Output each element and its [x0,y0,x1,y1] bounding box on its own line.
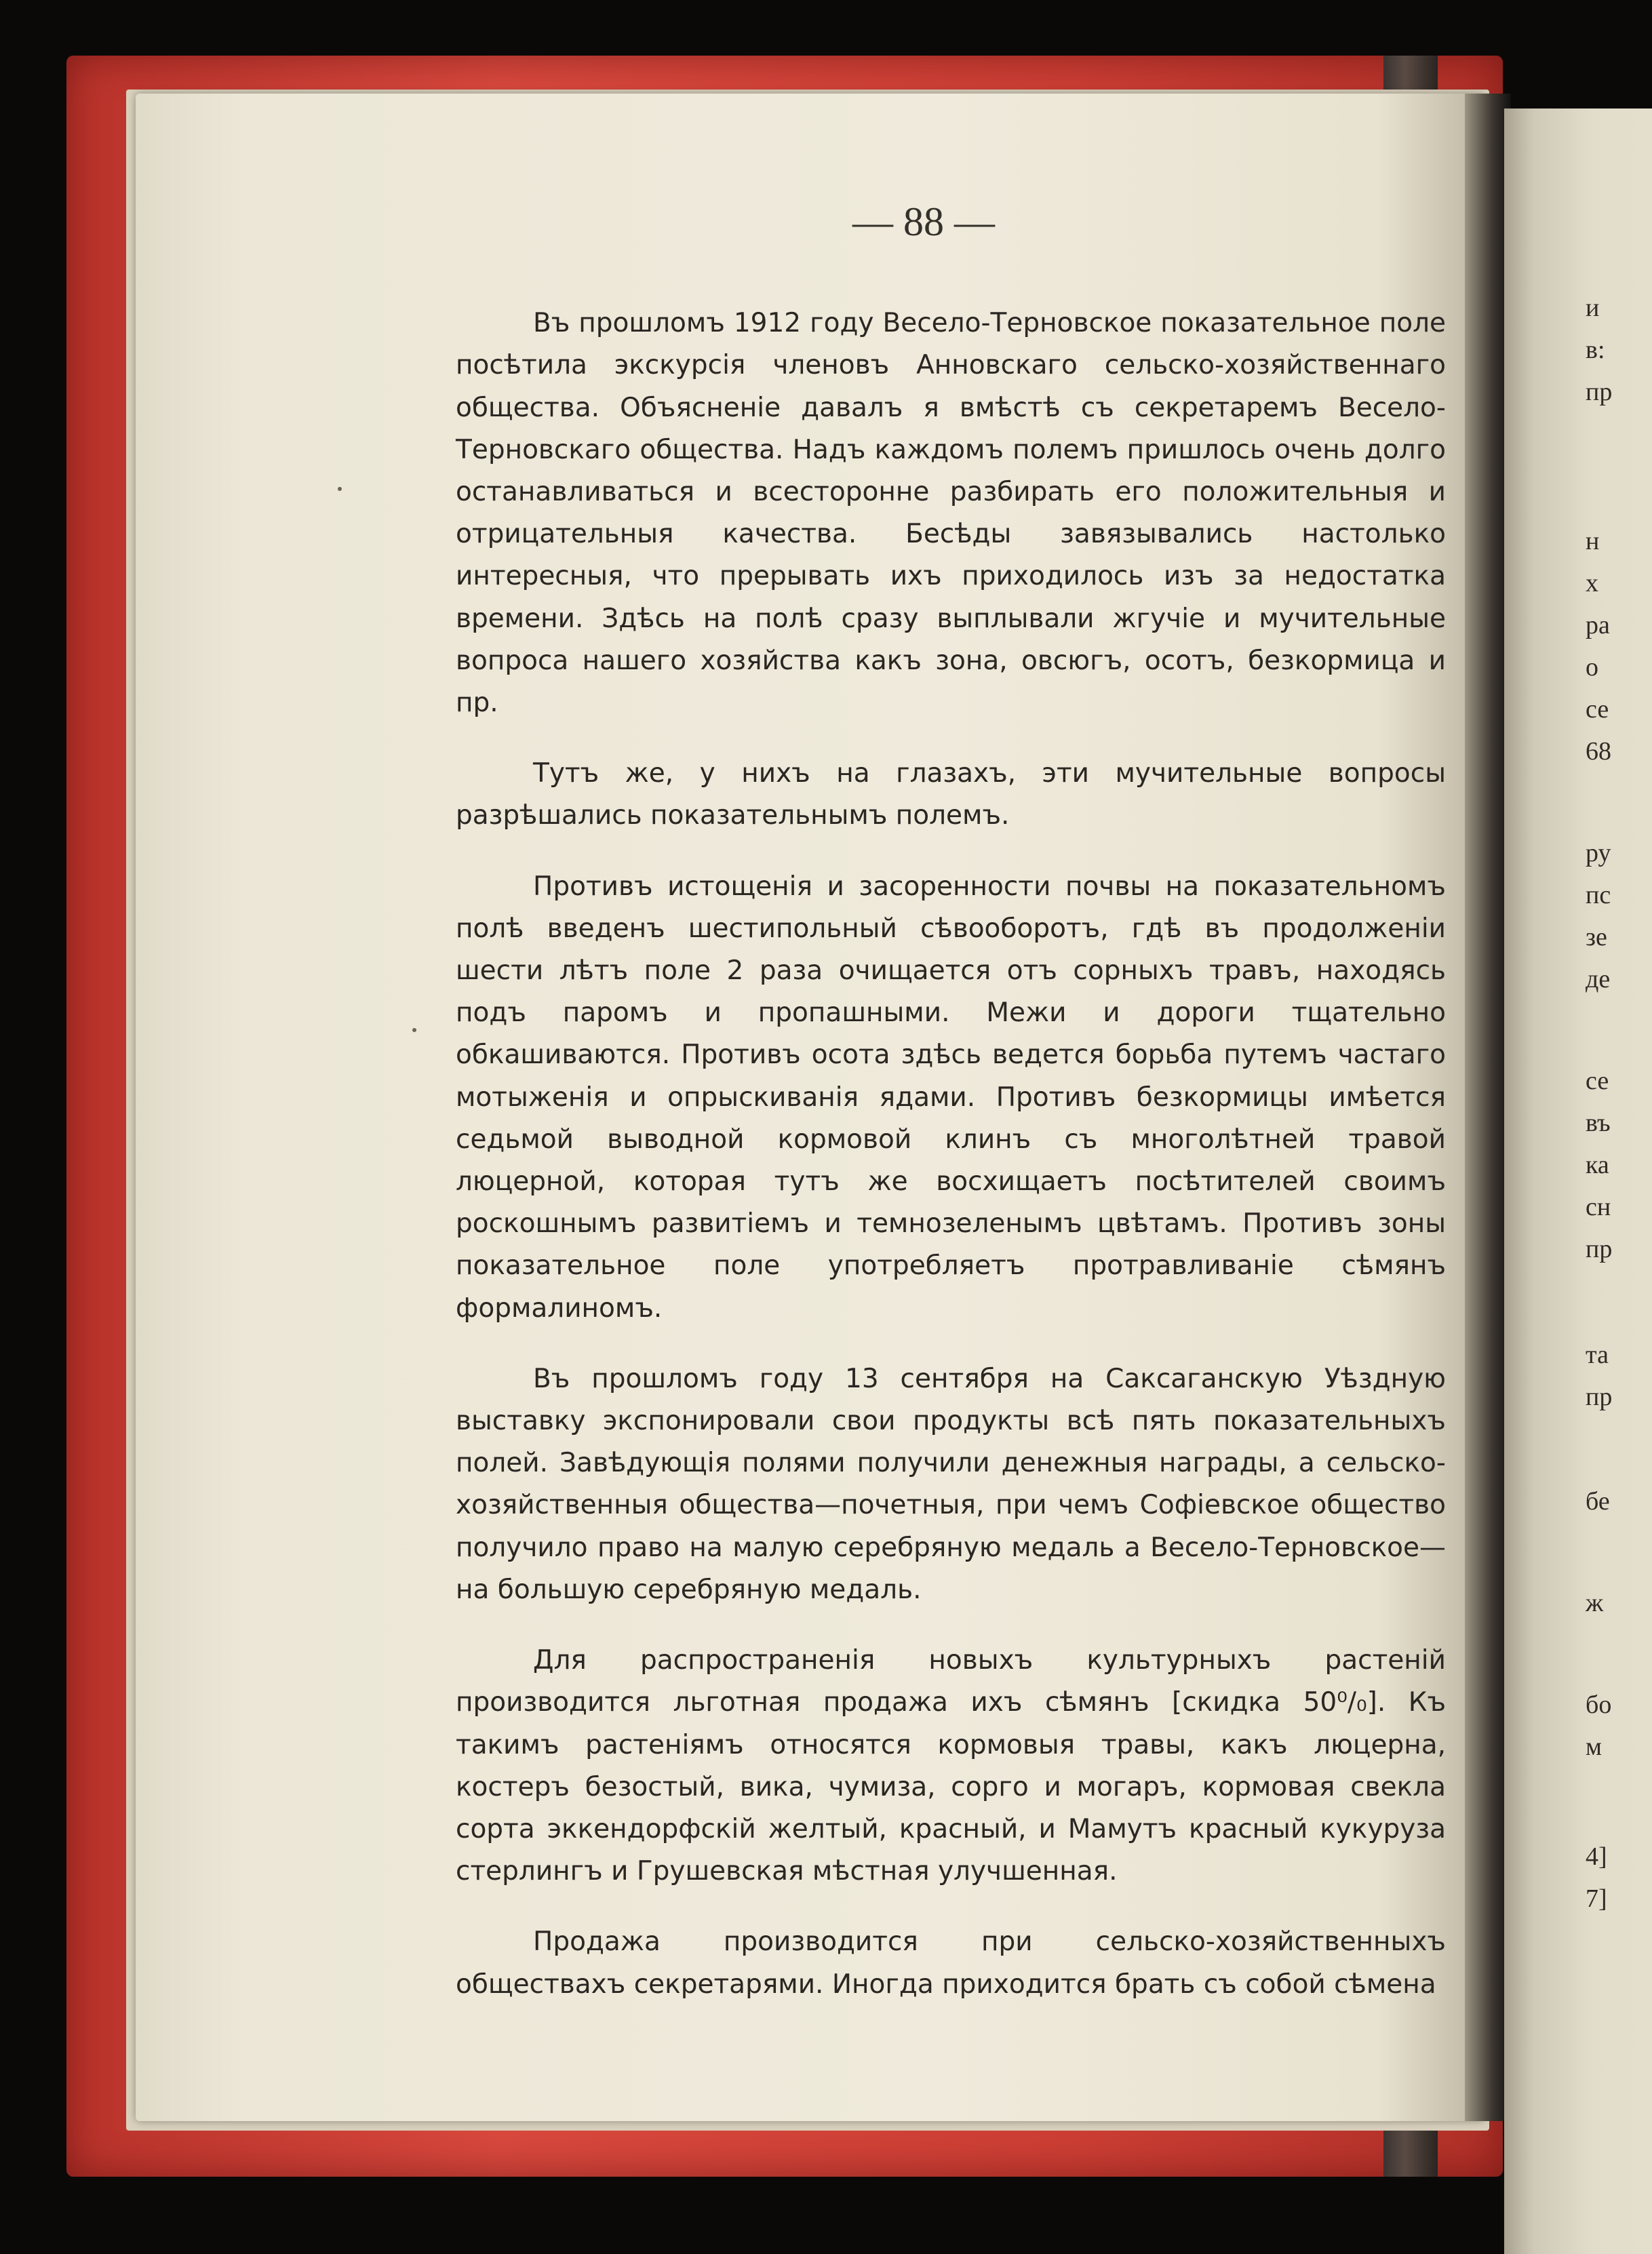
facing-page-fragment: пр [1586,1235,1613,1263]
paragraph: Въ прошломъ 1912 году Весело-Терновское показательное поле посѣтила экскурсія членовъ Анновскаго сельско-хозяйственнаго общества. Объясненіе давалъ я вмѣстѣ съ секретаремъ Весело-Терновскаго общества. Надъ каждомъ полемъ пришлось очень долго останавливаться и всесторонне разбирать его положительныя и отрицательныя качества. Бесѣды завязывались настолько интересныя, что прерывать ихъ приходилось изъ за недостатка времени. Здѣсь на полѣ сразу выплывали жгучіе и мучительные вопроса нашего хозяйства какъ зона, овсюгъ, осотъ, безкормица и пр. [456,308,1446,719]
facing-page-fragment: се [1586,1067,1609,1095]
facing-page [1504,108,1652,2254]
facing-page-fragment: де [1586,965,1611,993]
facing-page-fragment: ж [1586,1589,1604,1617]
facing-page-fragment: х [1586,569,1598,597]
paragraph: Продажа производится при сельско-хозяйственныхъ обществахъ секретарями. Иногда приходится брать съ собой сѣмена [456,1926,1446,2000]
page-number: — 88 — [852,199,995,244]
paragraph: Въ прошломъ году 13 сентября на Саксаганскую Уѣздную выставку экспонировали свои продукты всѣ пять показательныхъ полей. Завѣдующія полями получили денежныя награды, а сельско-хозяйственныя общества—почетныя, при чемъ Софіевское общество получило право на малую серебряную медаль а Весело-Терновское—на большую серебряную медаль. [456,1363,1446,1605]
facing-page-fragment: бо [1586,1691,1612,1719]
paper-speck [412,1028,416,1032]
facing-page-fragment: зе [1586,923,1607,951]
facing-page-fragment: м [1586,1733,1602,1761]
facing-page-fragment: се [1586,695,1609,724]
page-text-block [456,201,1446,2034]
facing-page-fragment: 4] [1586,1842,1607,1871]
facing-page-fragment: сн [1586,1193,1611,1221]
facing-page-fragment: бе [1586,1487,1610,1516]
facing-page-fragment: въ [1586,1109,1611,1137]
facing-page-fragment: та [1586,1341,1609,1369]
facing-page-fragment: 7] [1586,1884,1607,1913]
facing-page-fragment: ру [1586,839,1611,867]
facing-page-fragment: н [1586,527,1600,555]
facing-page-fragment: ка [1586,1151,1609,1179]
paper-speck [338,487,342,491]
paragraph: Тутъ же, у нихъ на глазахъ, эти мучительные вопросы разрѣшались показательнымъ полемъ. [456,758,1446,831]
paragraph: Противъ истощенія и засоренности почвы на показательномъ полѣ введенъ шестипольный сѣвооборотъ, гдѣ въ продолженіи шести лѣтъ поле 2 раза очищается отъ сорныхъ травъ, находясь подъ паромъ и пропашными. Межи и дороги тщательно обкашиваются. Противъ осота здѣсь ведется борьба путемъ частаго мотыженія и опрыскиванія ядами. Противъ безкормицы имѣется седьмой выводной кормовой клинъ съ многолѣтней травой люцерной, которая тутъ же восхищаетъ посѣтителей своимъ роскошнымъ развитіемъ и темнозеленымъ цвѣтамъ. Противъ зоны показательное поле употребляетъ протравливаніе сѣмянъ формалиномъ. [456,871,1446,1324]
facing-page-fragment: пр [1586,378,1613,406]
paragraph: Для распространенія новыхъ культурныхъ растеній производится льготная продажа ихъ сѣмянъ [скидка 50⁰/₀]. Къ такимъ растеніямъ относятся кормовыя травы, какъ люцерна, костеръ безостый, вика, чумиза, сорго и могаръ, кормовая свекла сорта эккендорфскій желтый, красный, и Мамутъ красный кукуруза стерлингъ и Грушевская мѣстная улучшенная. [456,1645,1446,1887]
facing-page-fragment: пр [1586,1383,1613,1411]
facing-page-fragment: ра [1586,611,1610,639]
facing-page-fragment: пс [1586,881,1611,909]
facing-page-fragment: о [1586,653,1598,681]
facing-page-fragment: в: [1586,336,1605,364]
facing-page-fragment: 68 [1586,737,1611,766]
facing-page-fragment: и [1586,294,1600,322]
